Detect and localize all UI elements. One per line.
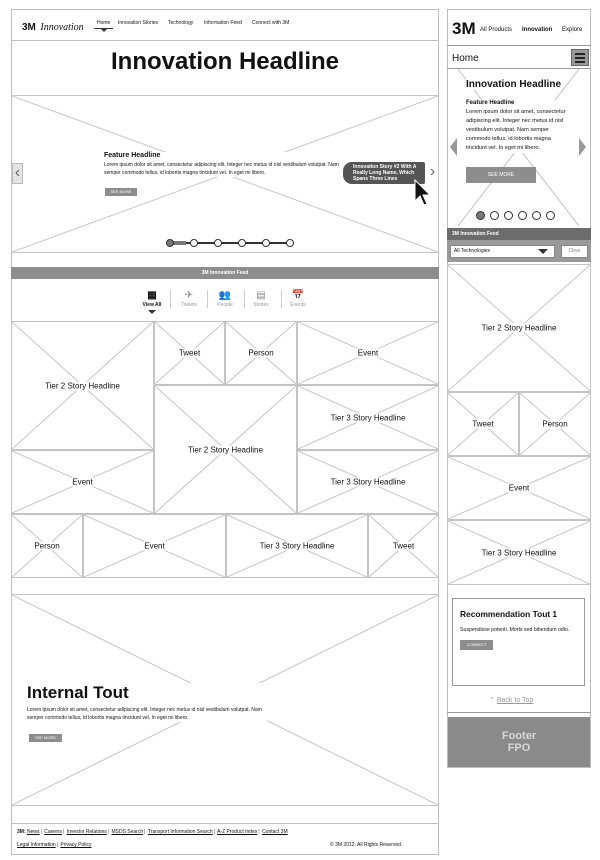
logo-text: Innovation [40, 22, 84, 33]
tile-label: Event [508, 483, 530, 493]
mobile-home-label[interactable]: Home [452, 53, 479, 64]
mobile-feature-text [466, 100, 568, 153]
back-to-top-label: Back to Top [496, 697, 534, 704]
carousel-left-arrow[interactable] [12, 163, 23, 184]
document-icon: ▤ [256, 290, 266, 301]
filter-people[interactable] [213, 290, 237, 308]
mobile-nav-all-products[interactable]: All Products [480, 27, 513, 33]
footer-copyright: © 3M 2012. All Rights Reserved. [330, 842, 403, 848]
filter-label: Events [290, 302, 306, 308]
carousel-dot[interactable] [546, 211, 555, 220]
mobile-feature-body: Lorem ipsum dolor sit amet, consectetur adipiscing elit. Integer nec metus id nisl vestibulum volutpat. Nam semper commodo tellus, id lobortis magna tincidunt vel. In eget mi libero. [466, 109, 566, 151]
internal-tout-see-more-button[interactable]: SEE MORE [29, 734, 62, 742]
carousel-dot[interactable] [286, 239, 294, 247]
mobile-feature-headline: Feature Headline [466, 100, 515, 106]
select-value: All Technologies [454, 248, 491, 254]
footer-link-az-index[interactable]: A-Z Product Index [217, 829, 258, 835]
tile-person[interactable] [225, 321, 297, 385]
mobile-tile-event[interactable] [447, 456, 591, 520]
mobile-feed-bar [447, 228, 591, 240]
tile-tier3-story[interactable] [226, 514, 368, 578]
footer-link-careers[interactable]: Careers [44, 829, 63, 835]
tile-label: Tier 3 Story Headline [330, 413, 406, 422]
nav-technology[interactable]: Technology [168, 20, 194, 26]
nav-home[interactable]: Home [97, 20, 111, 26]
carousel-dot[interactable] [532, 211, 541, 220]
footer-brand: 3M: [17, 829, 26, 835]
rec-body: Suspendisse potenti. Morbi sed bibendum odio. [460, 627, 570, 633]
tile-person[interactable] [11, 514, 83, 578]
recommendation-tout [452, 598, 585, 686]
mobile-headline: Innovation Headline [466, 79, 562, 90]
carousel-dot[interactable] [166, 239, 174, 247]
feed-title-bar: 3M Innovation Feed [11, 267, 439, 279]
internal-tout-text [27, 683, 267, 722]
nav-innovation-stories[interactable]: Innovation Stories [118, 20, 159, 26]
carousel-dot[interactable] [214, 239, 222, 247]
carousel-progress [166, 238, 296, 248]
carousel-dot[interactable] [476, 211, 485, 220]
nav-connect[interactable]: Connect with 3M [252, 20, 290, 26]
filter-events[interactable] [286, 290, 310, 308]
header-divider [11, 40, 439, 41]
tile-tier2-story[interactable] [154, 385, 297, 514]
footer-fpo-line2: FPO [507, 742, 531, 754]
tooltip-text: Innovation Story #2 With A Really Long Name, Which Spans Three Lines [353, 164, 417, 182]
tile-event[interactable] [11, 450, 154, 514]
connect-button[interactable]: CONNECT [460, 640, 493, 650]
tile-label: Tier 3 Story Headline [481, 548, 557, 557]
carousel-dot[interactable] [238, 239, 246, 247]
mobile-tile-person[interactable] [519, 392, 591, 456]
footer-link-privacy[interactable]: Privacy Policy [60, 842, 92, 848]
mobile-menu-button[interactable] [571, 49, 589, 66]
mobile-nav-explore[interactable]: Explore [562, 27, 583, 33]
footer-divider [11, 823, 439, 824]
footer-legal: Legal Information| Privacy Policy [17, 842, 92, 848]
tile-label: Tweet [472, 419, 494, 429]
tile-event[interactable] [83, 514, 226, 578]
mobile-header-divider [447, 45, 591, 46]
mobile-technology-select[interactable] [450, 245, 555, 258]
mobile-tile-tier2-story[interactable] [447, 264, 591, 392]
mobile-see-more-button[interactable]: SEE MORE [466, 167, 536, 183]
feature-text-block [104, 152, 342, 177]
chevron-left-icon: ‹ [14, 164, 21, 181]
mobile-tile-tweet[interactable] [447, 392, 519, 456]
mobile-logo[interactable]: 3M [452, 19, 476, 38]
tile-label: Person [542, 419, 568, 429]
carousel-dot[interactable] [518, 211, 527, 220]
mobile-feed-title: 3M Innovation Feed [452, 231, 499, 237]
filter-label: Stories [253, 302, 269, 308]
feature-headline: Feature Headline [104, 152, 161, 159]
filter-stories[interactable] [249, 290, 273, 308]
mobile-footer [448, 717, 590, 767]
carousel-dot[interactable] [262, 239, 270, 247]
filter-divider [281, 290, 282, 308]
tile-tier3-story[interactable] [297, 450, 439, 514]
tile-tweet[interactable] [154, 321, 225, 385]
footer-link-transport-info[interactable]: Transport Information Search [147, 829, 213, 835]
chevron-right-icon: › [429, 163, 436, 180]
carousel-dot[interactable] [490, 211, 499, 220]
tile-event[interactable] [297, 321, 439, 385]
feature-see-more-button[interactable]: SEE MORE [105, 188, 137, 196]
progress-track [170, 242, 290, 244]
filter-label: View All [142, 302, 162, 308]
nav-information-feed[interactable]: Information Feed [204, 20, 242, 26]
tile-label: Person [248, 348, 274, 358]
filter-active-caret-icon [148, 310, 156, 314]
mobile-carousel-dots [476, 211, 556, 221]
bird-icon: ✈ [184, 290, 194, 301]
tile-tier3-story[interactable] [297, 385, 439, 450]
filter-view-all[interactable] [140, 290, 164, 308]
page-title: Innovation Headline [110, 48, 340, 75]
back-to-top-link[interactable] [489, 696, 533, 704]
mobile-carousel-right-arrow[interactable] [579, 138, 586, 156]
desktop-logo[interactable] [22, 17, 84, 35]
calendar-icon: 📅 [291, 290, 305, 301]
footer-link-investor-relations[interactable]: Investor Relations [66, 829, 107, 835]
carousel-dot[interactable] [504, 211, 513, 220]
mobile-carousel-left-arrow[interactable] [450, 138, 457, 156]
mobile-footer-divider [447, 712, 591, 713]
tile-label: Event [72, 477, 93, 487]
filter-divider [244, 290, 245, 308]
tile-label: Tier 2 Story Headline [481, 323, 557, 333]
cursor-arrow-icon [414, 179, 431, 207]
nav-active-caret-icon [101, 29, 107, 32]
tile-label: Tier 3 Story Headline [330, 477, 406, 487]
feature-body: Lorem ipsum dolor sit amet, consectetur adipiscing elit. Integer nec metus id nisl vestibulum volutpat. Nam semper commodo tellus, id lobortis magna tincidunt vel. In eget mi libero. [104, 162, 339, 176]
logo-3m: 3M [22, 22, 36, 33]
tile-label: Event [357, 348, 379, 358]
filter-label: Tweets [181, 302, 197, 308]
footer-fpo-line1: Footer [501, 730, 537, 742]
filter-divider [207, 290, 208, 308]
footer-link-news[interactable]: News [27, 829, 40, 835]
tile-tier2-story[interactable] [11, 321, 154, 450]
footer-links: 3M: News| Careers| Investor Relations| MSDS Search| Transport Information Search| A-Z Product Index| Contact 3M [17, 829, 288, 835]
people-icon: 👥 [218, 290, 232, 301]
carousel-dot[interactable] [190, 239, 198, 247]
tile-label: Tier 3 Story Headline [259, 541, 335, 551]
footer-link-msds-search[interactable]: MSDS Search [111, 829, 144, 835]
tile-label: Tweet [178, 348, 201, 358]
tile-label: Person [34, 541, 60, 551]
rec-title: Recommendation Tout 1 [460, 609, 558, 619]
mobile-tile-tier3-story[interactable] [447, 520, 591, 585]
chevron-up-icon: ⌃ [489, 697, 495, 704]
hamburger-icon [575, 53, 585, 63]
footer-link-contact[interactable]: Contact 3M [262, 829, 288, 835]
filter-label: People [217, 302, 233, 308]
chevron-down-icon [538, 249, 548, 254]
filter-tweets[interactable] [177, 290, 201, 308]
grid-icon: ▦ [147, 290, 157, 301]
tile-tweet[interactable] [368, 514, 439, 578]
tile-label: Tier 2 Story Headline [188, 445, 263, 454]
footer-link-legal[interactable]: Legal Information [17, 842, 56, 848]
internal-tout-body: Lorem ipsum dolor sit amet, consectetur adipiscing elit. Integer nec metus id nisl vestibulum volutpat. Nam semper commodo tellus, id lobortis magna tincidunt vel. In eget mi libero. [27, 707, 262, 721]
tile-label: Tier 2 Story Headline [45, 381, 120, 390]
filter-divider [170, 290, 171, 308]
tile-label: Event [144, 541, 165, 551]
internal-tout-title: Internal Tout [27, 683, 129, 702]
tile-label: Tweet [392, 541, 415, 551]
mobile-clear-button[interactable]: Clear [561, 245, 588, 258]
carousel-tooltip[interactable] [343, 162, 425, 184]
mobile-nav-innovation[interactable]: Innovation [522, 27, 553, 33]
